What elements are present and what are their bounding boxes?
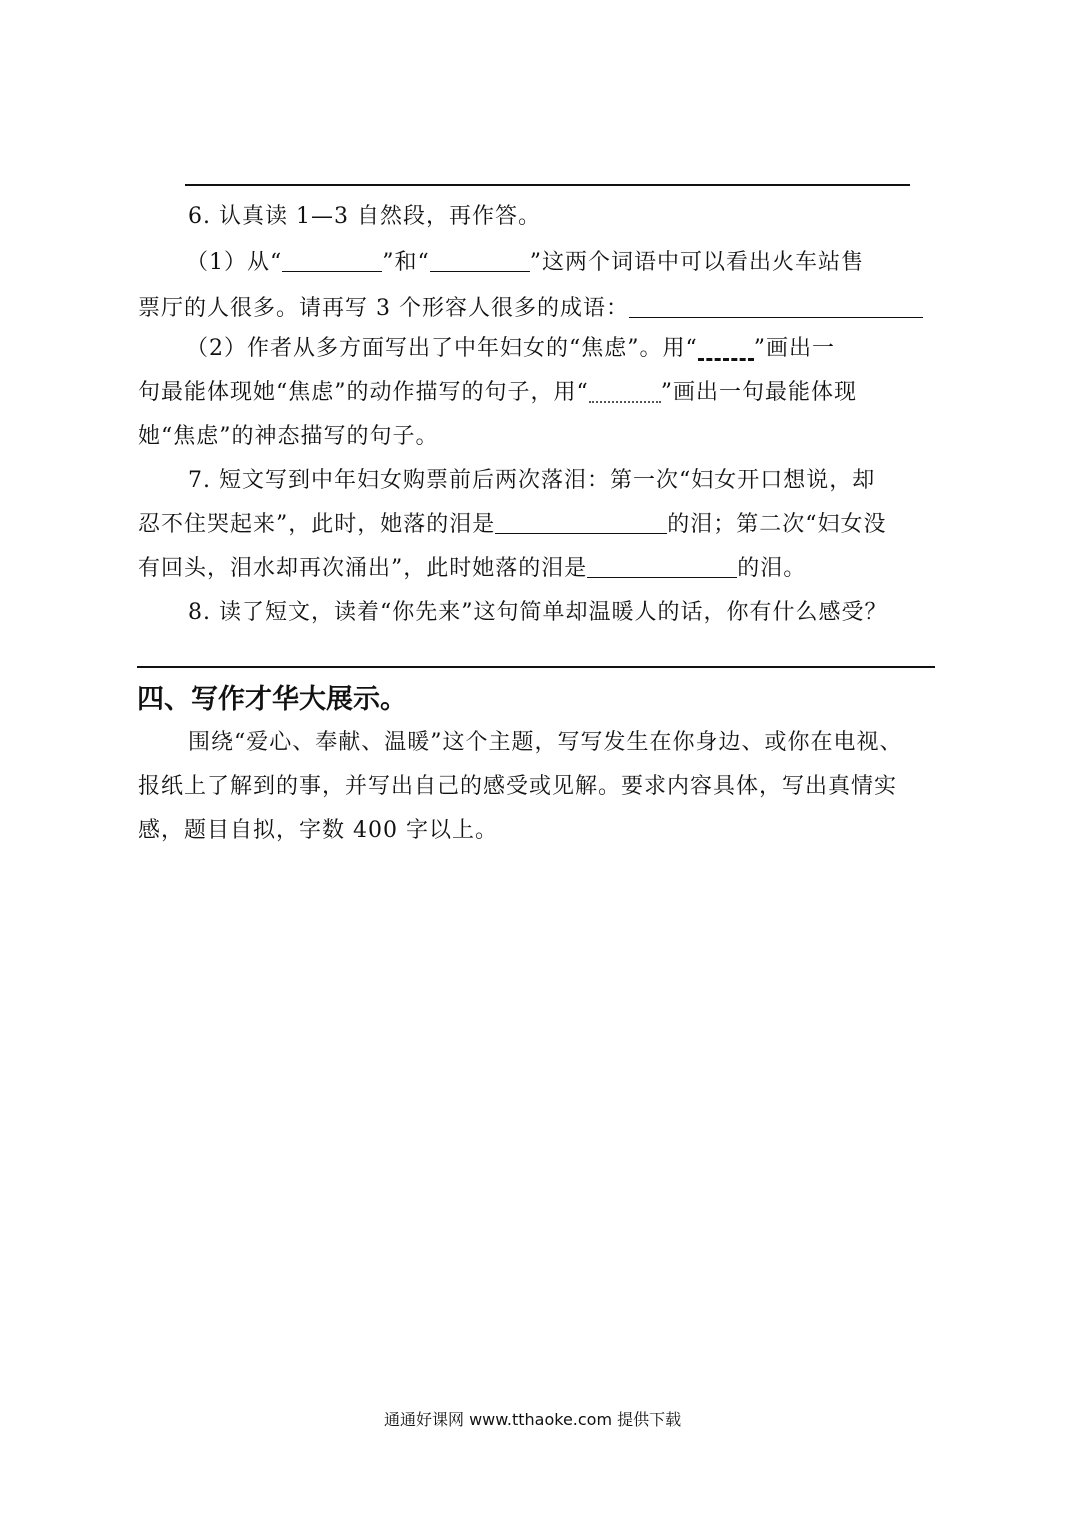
answer-line-q8[interactable] [137, 666, 935, 668]
answer-line-top [185, 184, 910, 186]
section-4-text-2: 报纸上了解到的事，并写出自己的感受或见解。要求内容具体，写出真情实 [138, 774, 898, 799]
section-4-text-3: 感，题目自拟，字数 400 字以上。 [138, 818, 498, 843]
blank-idioms[interactable] [629, 295, 923, 318]
q7-line2 [138, 510, 887, 540]
q6-sub2-text-e: 她“焦虑”的神态描写的句子。 [138, 424, 439, 449]
footer-credit: 通通好课网 www.tthaoke.com 提供下载 [384, 1410, 682, 1429]
q7-text-c: 的泪；第二次“妇女没 [667, 512, 887, 537]
q7-line3 [138, 554, 806, 584]
q6-sub2-line2 [138, 378, 857, 408]
q6-sub2-line1 [186, 334, 835, 364]
dashed-line-sample [698, 336, 754, 361]
section-4-line3 [138, 816, 498, 846]
blank-first-tears[interactable] [495, 511, 667, 534]
q7-text-e: 的泪。 [737, 556, 807, 581]
q6-sub1-text-b: ”和“ [382, 250, 430, 275]
section-4-text-1: 围绕“爱心、奉献、温暖”这个主题，写写发生在你身边、或你在电视、 [188, 730, 903, 755]
q7-text-d: 有回头，泪水却再次涌出”，此时她落的泪是 [138, 556, 588, 581]
q6-sub2-text-b: ”画出一 [753, 336, 835, 361]
q6-sub1-text-a: （1）从“ [186, 250, 283, 275]
q6-sub2-line3 [138, 422, 439, 452]
blank-word-1[interactable] [282, 249, 382, 272]
wavy-line-sample [589, 379, 661, 403]
section-4-line1 [188, 728, 903, 758]
section-4-title: 四、写作才华大展示。 [137, 684, 407, 715]
section-4-line2 [138, 772, 897, 802]
q8-prompt [188, 598, 887, 628]
q6-sub1-text-c: ”这两个词语中可以看出火车站售 [529, 250, 864, 275]
q6-sub1-line1 [186, 248, 864, 278]
blank-word-2[interactable] [430, 249, 530, 272]
q7-text-b: 忍不住哭起来”，此时，她落的泪是 [138, 512, 496, 537]
q6-sub1-text-d: 票厅的人很多。请再写 3 个形容人很多的成语： [138, 296, 629, 321]
blank-second-tears[interactable] [587, 555, 737, 578]
q6-sub1-line2 [138, 294, 923, 324]
q6-sub2-text-d: ”画出一句最能体现 [660, 380, 857, 405]
q6-sub2-text-c: 句最能体现她“焦虑”的动作描写的句子，用“ [138, 380, 589, 405]
q7-line1 [188, 466, 875, 496]
q8-prompt-text: 8. 读了短文，读着“你先来”这句简单却温暖人的话，你有什么感受？ [188, 600, 888, 625]
q6-prompt-text: 6. 认真读 1—3 自然段，再作答。 [188, 204, 541, 229]
q7-text-a: 7. 短文写到中年妇女购票前后两次落泪：第一次“妇女开口想说，却 [188, 468, 876, 493]
q6-prompt [188, 202, 541, 232]
q6-sub2-text-a: （2）作者从多方面写出了中年妇女的“焦虑”。用“ [186, 336, 698, 361]
